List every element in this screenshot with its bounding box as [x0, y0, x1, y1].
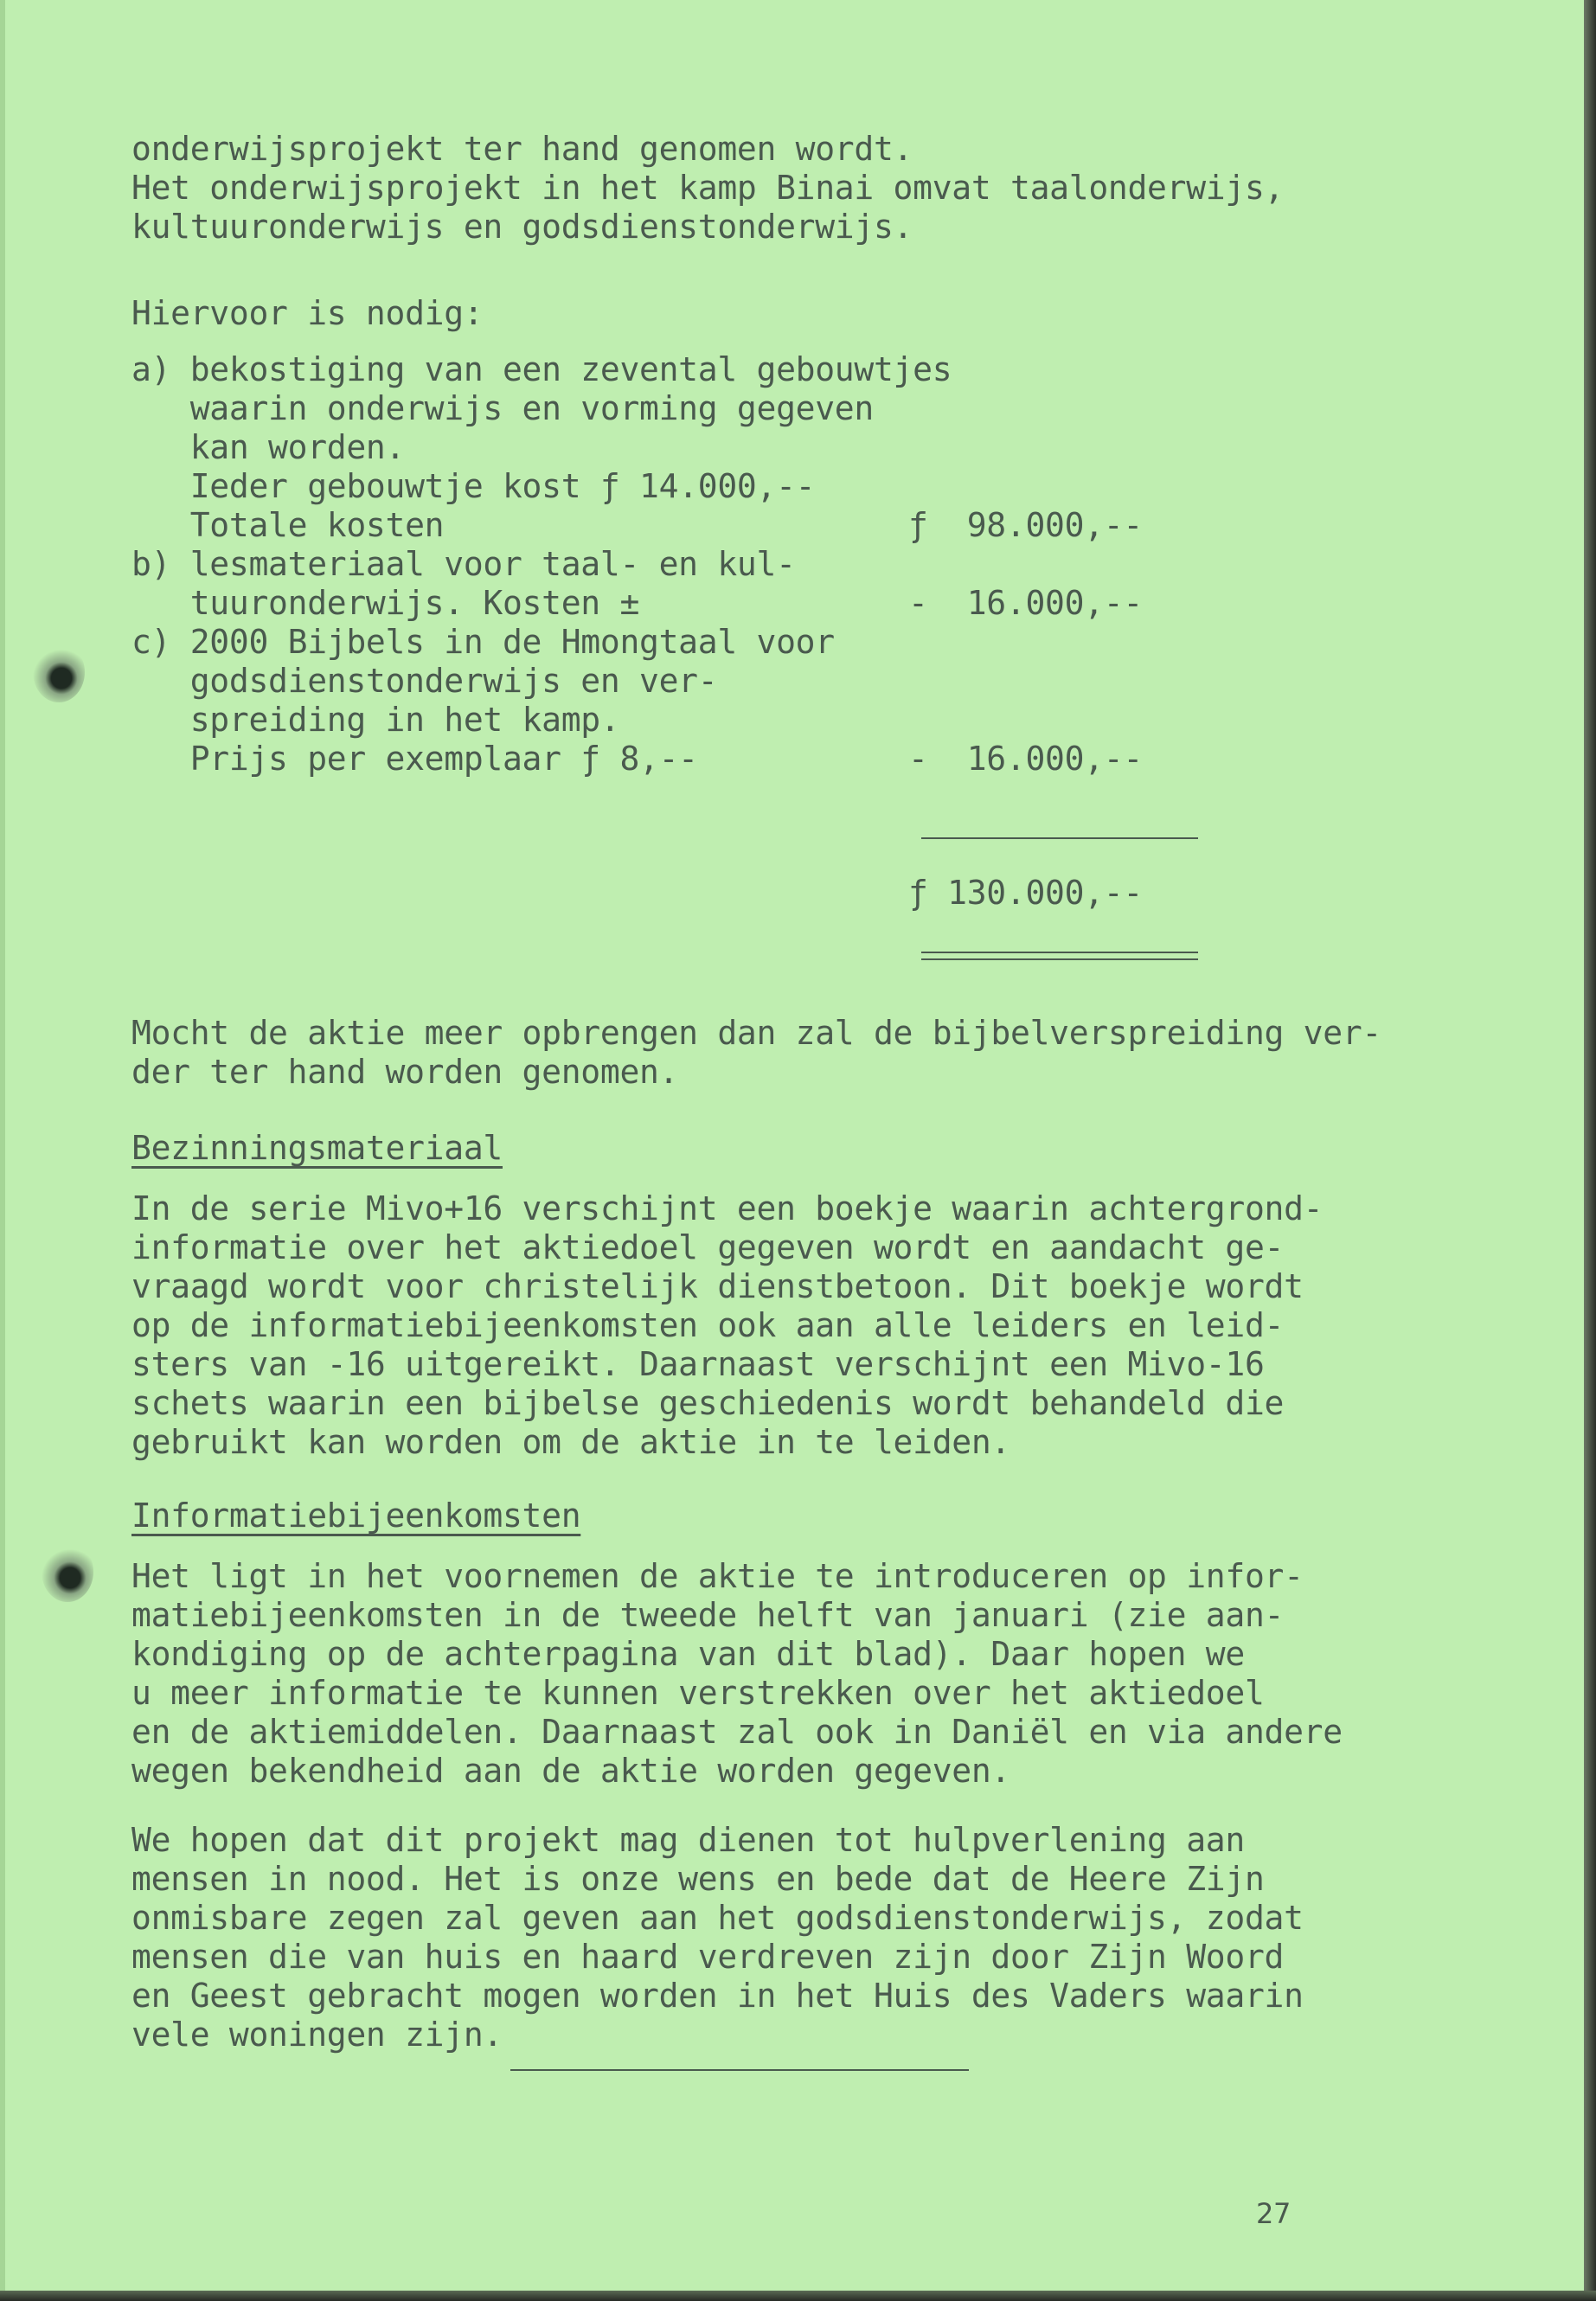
- item-c-line: c) 2000 Bijbels in de Hmongtaal voor: [131, 623, 835, 661]
- closing-line: mensen in nood. Het is onze wens en bede dat de Heere Zijn: [131, 1860, 1265, 1898]
- closing-line: mensen die van huis en haard verdreven zijn door Zijn Woord: [131, 1938, 1285, 1976]
- intro-line: Het onderwijsprojekt in het kamp Binai omvat taalonderwijs,: [131, 169, 1285, 207]
- section2-line: matiebijeenkomsten in de tweede helft van januari (zie aan-: [131, 1596, 1285, 1634]
- item-a-line: waarin onderwijs en vorming gegeven: [131, 389, 874, 427]
- section2-line: Het ligt in het voornemen de aktie te introduceren op infor-: [131, 1557, 1304, 1595]
- closing-line: onmisbare zegen zal geven aan het godsdienstonderwijs, zodat: [131, 1899, 1304, 1937]
- section1-line: sters van -16 uitgereikt. Daarnaast verschijnt een Mivo-16: [131, 1345, 1265, 1383]
- item-a-amount: ƒ 98.000,--: [908, 506, 1143, 544]
- item-a-line: kan worden.: [131, 428, 406, 466]
- page-number: 27: [1256, 2197, 1292, 2230]
- closing-line: en Geest gebracht mogen worden in het Huis des Vaders waarin: [131, 1977, 1304, 2015]
- needed-heading: Hiervoor is nodig:: [131, 294, 484, 332]
- section2-line: u meer informatie te kunnen verstrekken over het aktiedoel: [131, 1674, 1265, 1712]
- item-c-line: godsdienstonderwijs en ver-: [131, 662, 718, 700]
- intro-line: onderwijsprojekt ter hand genomen wordt.: [131, 130, 913, 168]
- section2-line: kondiging op de achterpagina van dit blad). Daar hopen we: [131, 1635, 1245, 1673]
- closing-line: We hopen dat dit projekt mag dienen tot hulpverlening aan: [131, 1821, 1245, 1859]
- section1-line: In de serie Mivo+16 verschijnt een boekje waarin achtergrond-: [131, 1189, 1324, 1227]
- section1-line: informatie over het aktiedoel gegeven wordt en aandacht ge-: [131, 1228, 1285, 1266]
- total-double-rule-bottom: [921, 958, 1198, 960]
- total-amount: ƒ 130.000,--: [908, 874, 1143, 912]
- item-b-line: tuuronderwijs. Kosten ±: [131, 584, 640, 622]
- intro-line: kultuuronderwijs en godsdienstonderwijs.: [131, 208, 913, 246]
- page-edge-right: [1584, 0, 1596, 2301]
- section1-line: op de informatiebijeenkomsten ook aan alle leiders en leid-: [131, 1306, 1285, 1344]
- section2-line: en de aktiemiddelen. Daarnaast zal ook in Daniël en via andere: [131, 1713, 1343, 1751]
- total-double-rule-top: [921, 952, 1198, 953]
- item-c-amount: - 16.000,--: [908, 740, 1143, 778]
- extra-line: Mocht de aktie meer opbrengen dan zal de bijbelverspreiding ver-: [131, 1014, 1381, 1052]
- section1-line: gebruikt kan worden om de aktie in te leiden.: [131, 1423, 1011, 1461]
- section1-line: vraagd wordt voor christelijk dienstbetoon. Dit boekje wordt: [131, 1267, 1304, 1305]
- extra-line: der ter hand worden genomen.: [131, 1053, 679, 1091]
- page-edge-left: [0, 0, 5, 2301]
- closing-line: vele woningen zijn.: [131, 2016, 503, 2054]
- punch-hole-bottom: [42, 1541, 93, 1602]
- punch-hole-top: [33, 642, 85, 702]
- end-rule: [510, 2069, 969, 2071]
- sum-rule: [921, 837, 1198, 839]
- item-b-amount: - 16.000,--: [908, 584, 1143, 622]
- item-c-line: spreiding in het kamp.: [131, 701, 620, 739]
- item-b-line: b) lesmateriaal voor taal- en kul-: [131, 545, 796, 583]
- section-heading-informatiebijeenkomsten: Informatiebijeenkomsten: [131, 1497, 581, 1535]
- section1-line: schets waarin een bijbelse geschiedenis wordt behandeld die: [131, 1384, 1285, 1422]
- item-a-line: a) bekostiging van een zevental gebouwtjes: [131, 350, 952, 388]
- section-heading-bezinningsmateriaal: Bezinningsmateriaal: [131, 1129, 503, 1167]
- item-a-line: Ieder gebouwtje kost ƒ 14.000,--: [131, 467, 816, 505]
- item-a-line: Totale kosten: [131, 506, 445, 544]
- page-edge-bottom: [0, 2291, 1596, 2301]
- item-c-line: Prijs per exemplaar ƒ 8,--: [131, 740, 698, 778]
- section2-line: wegen bekendheid aan de aktie worden gegeven.: [131, 1752, 1011, 1790]
